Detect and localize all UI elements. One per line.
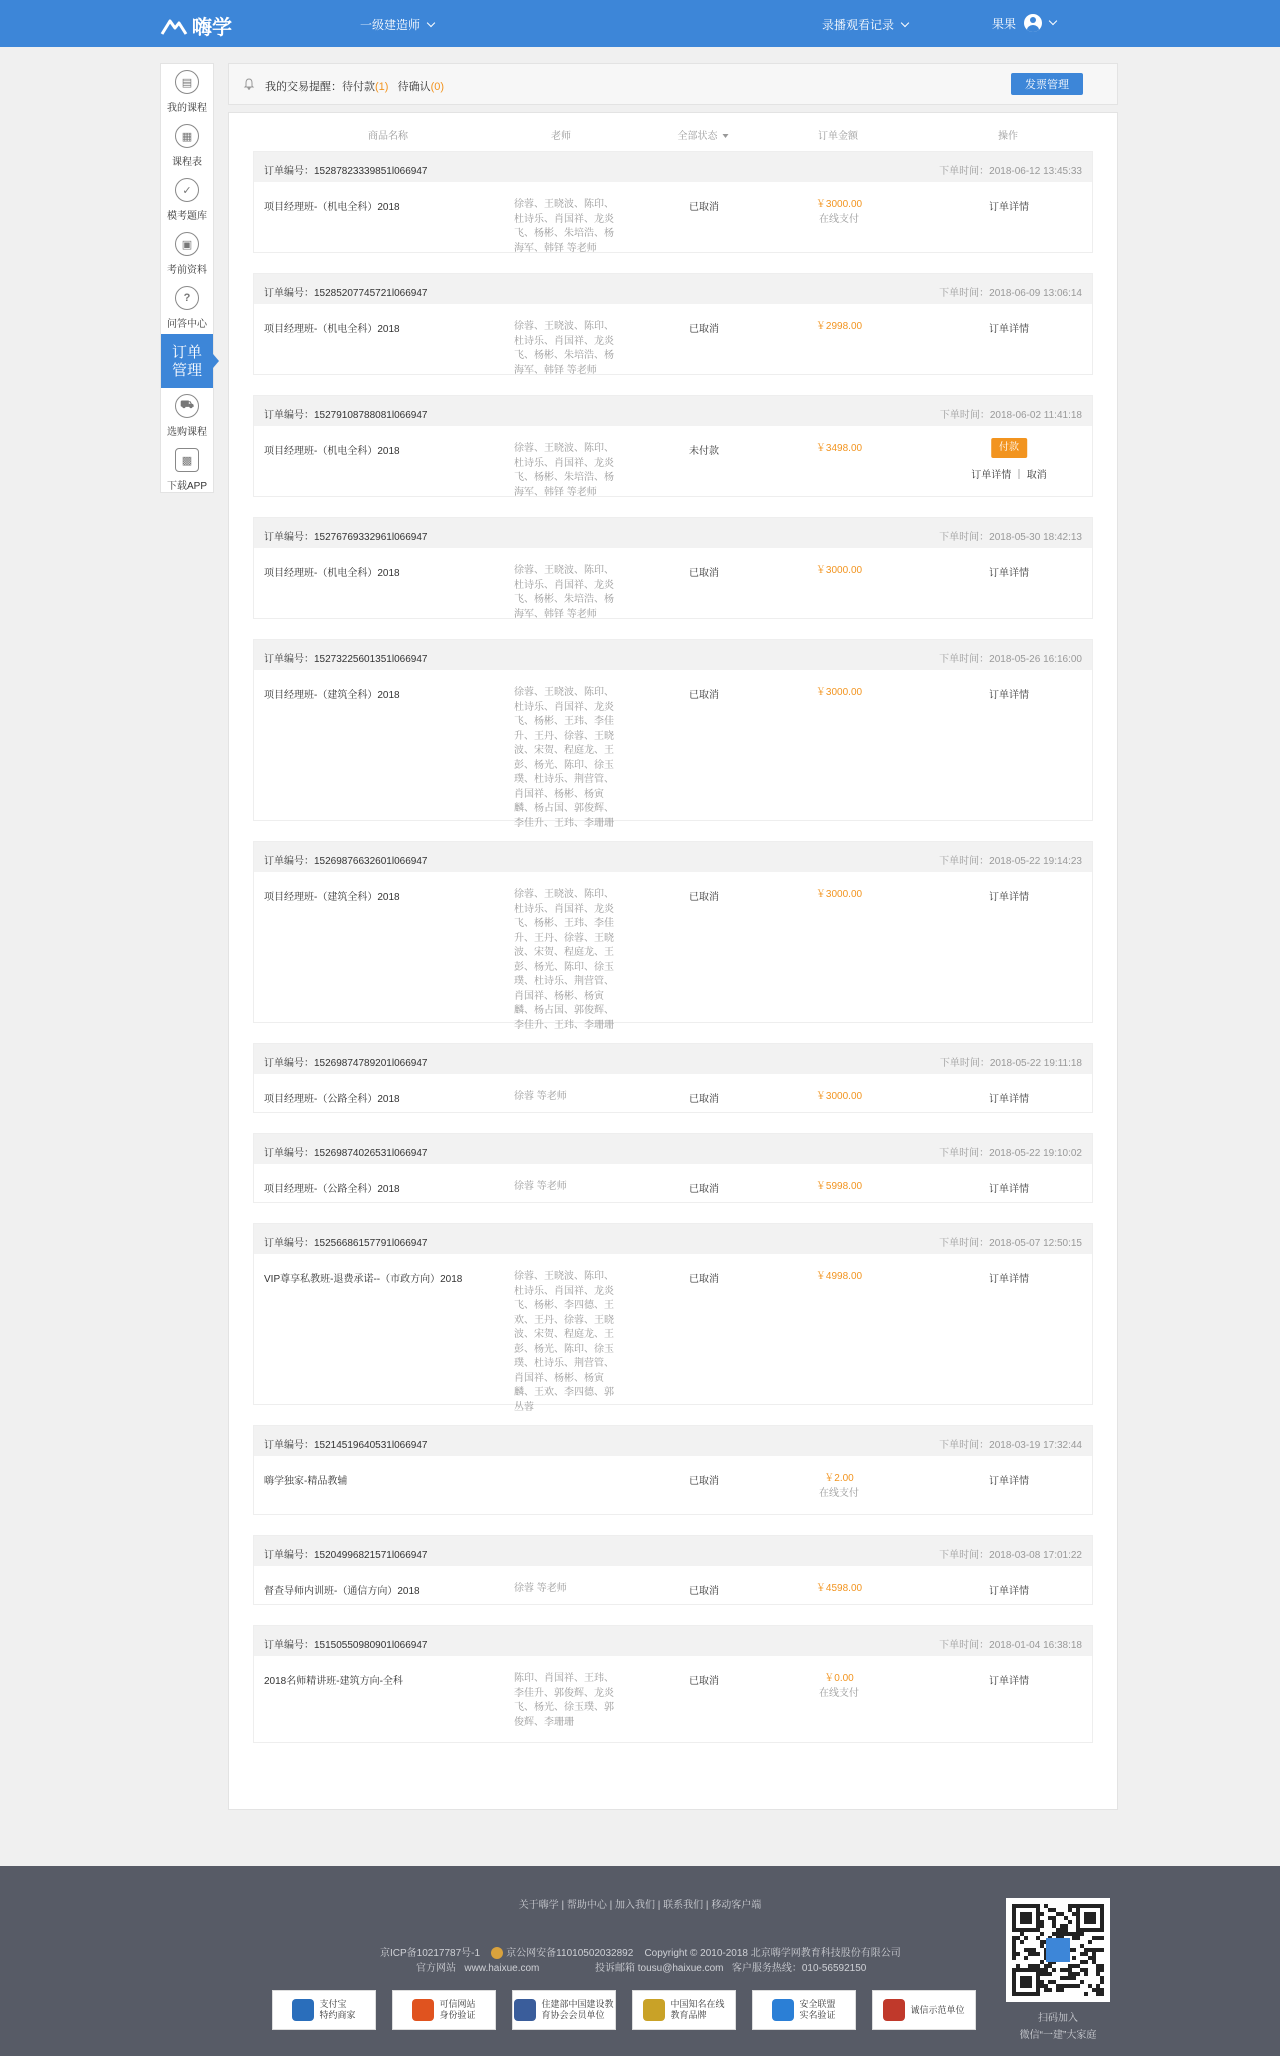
- sidebar-item-mock-exam[interactable]: [161, 172, 213, 226]
- notice-prefix: 我的交易提醒：待付款: [265, 81, 375, 93]
- order-actions: [989, 564, 1029, 579]
- user-name: 果果: [992, 16, 1017, 31]
- teacher-list: 徐蓉、王晓波、陈印、杜诗乐、肖国祥、龙炎飞、杨彬、王玮、李佳升、王丹、徐蓉、王晓波、宋贺、程庭龙、王彭、杨光、陈印、徐玉璞、杜诗乐、荆营管、肖国祥、杨彬、杨寅麟、杨占国、郭俊辉、李佳升、王玮、李珊珊: [514, 889, 614, 1031]
- badge-text: [439, 1999, 475, 2021]
- check-icon: ✓: [175, 178, 199, 202]
- footer-link[interactable]: 移动客户端: [711, 1900, 762, 1911]
- product-name[interactable]: 项目经理班-（机电全科）2018: [264, 202, 400, 213]
- orders-panel: [228, 112, 1118, 1810]
- order-body: [254, 1656, 1092, 1742]
- order-amount: ￥2.00: [824, 1473, 854, 1484]
- order-card: [253, 1133, 1093, 1203]
- badge-logo-icon: [883, 1999, 905, 2021]
- teacher-list: 陈印、肖国祥、王玮、李佳升、郭俊辉、龙炎飞、杨光、徐玉璞、郭俊辉、李珊珊: [514, 1673, 614, 1728]
- order-header: [254, 1626, 1092, 1656]
- badge-text: [910, 2005, 964, 2016]
- order-body: [254, 1566, 1092, 1604]
- column-header-amount: 订单金额: [818, 131, 858, 142]
- order-detail-link[interactable]: 订单详情: [989, 202, 1029, 213]
- order-actions: [989, 198, 1029, 213]
- order-amount-cell: [819, 1472, 859, 1501]
- order-detail-link[interactable]: 订单详情: [989, 324, 1029, 335]
- footer-link[interactable]: 关于嗨学: [518, 1900, 559, 1911]
- bell-icon: [243, 78, 255, 90]
- badge-line2: 实名验证: [799, 2010, 836, 2020]
- order-detail-link[interactable]: 订单详情: [989, 1476, 1029, 1487]
- complaint-email[interactable]: 投诉邮箱 tousu@haixue.com: [594, 1963, 724, 1974]
- order-status: 已取消: [689, 892, 719, 903]
- footer-contact: [416, 1959, 866, 1974]
- table-header: [253, 113, 1093, 151]
- product-name[interactable]: 项目经理班-（公路全科）2018: [264, 1184, 400, 1195]
- status-filter-dropdown[interactable]: [678, 127, 729, 142]
- qr-caption-sub: 微信“一建”大家庭: [1019, 2030, 1097, 2041]
- order-number: 订单编号：15150550980901l066947: [264, 1640, 428, 1651]
- badge-logo-icon: [643, 1999, 665, 2021]
- order-actions: [989, 888, 1029, 903]
- records-dropdown[interactable]: [822, 16, 908, 33]
- column-header-ops: 操作: [998, 131, 1018, 142]
- police-record[interactable]: 京公网安备11010502032892: [506, 1948, 634, 1959]
- sidebar-item-label: 订单管理: [171, 344, 202, 379]
- chevron-down-icon: [427, 18, 435, 26]
- badge-text: [799, 1999, 835, 2021]
- order-card: [253, 395, 1093, 497]
- order-header: [254, 274, 1092, 304]
- order-amount: ￥3000.00: [815, 1091, 863, 1102]
- sidebar-item-download-app[interactable]: [161, 442, 213, 496]
- icp-number[interactable]: 京ICP备10217787号-1: [380, 1948, 481, 1959]
- order-amount-cell: [816, 320, 862, 335]
- user-avatar-icon: [1024, 14, 1042, 32]
- badge-line1: 住建部中国建设教: [541, 1999, 614, 2009]
- sidebar-item-label: 考前资料: [167, 265, 207, 276]
- order-time: 下单时间：2018-03-08 17:01:22: [939, 1550, 1082, 1561]
- payment-method: 在线支付: [819, 1687, 859, 1699]
- footer-link[interactable]: 加入我们: [615, 1900, 655, 1911]
- teacher-list: 徐蓉 等老师: [514, 1583, 567, 1594]
- order-status: 已取消: [689, 1586, 719, 1597]
- column-header-product: 商品名称: [368, 131, 408, 142]
- order-body: [254, 1164, 1092, 1202]
- order-time: 下单时间：2018-05-30 18:42:13: [939, 532, 1082, 543]
- teacher-list: 徐蓉、王晓波、陈印、杜诗乐、肖国祥、龙炎飞、杨彬、朱培浩、杨海军、韩铎 等老师: [514, 321, 614, 376]
- sidebar-item-schedule[interactable]: [161, 118, 213, 172]
- order-card: [253, 1223, 1093, 1413]
- order-amount-cell: [819, 1672, 859, 1701]
- badge-line1: 支付宝: [319, 1999, 347, 2009]
- user-menu[interactable]: [992, 14, 1056, 32]
- order-body: [254, 1456, 1092, 1514]
- order-actions: [989, 1672, 1029, 1687]
- order-body: [254, 182, 1092, 252]
- sidebar-item-qa[interactable]: [161, 280, 213, 334]
- order-status: 已取消: [689, 1184, 719, 1195]
- footer-link[interactable]: 联系我们: [663, 1900, 704, 1911]
- order-amount-cell: [816, 198, 862, 227]
- order-amount-cell: [816, 1582, 862, 1597]
- trust-badge[interactable]: [512, 1990, 616, 2030]
- order-actions: [971, 442, 1047, 481]
- badge-line1: 安全联盟: [799, 1999, 836, 2009]
- top-navbar: [0, 0, 1280, 47]
- order-time: 下单时间：2018-06-02 11:41:18: [939, 410, 1082, 421]
- notice-confirm-label: 待确认: [397, 81, 431, 93]
- order-amount-cell: [816, 564, 862, 579]
- badge-text: [670, 1999, 724, 2021]
- link-separator: |: [558, 1900, 567, 1911]
- order-header: [254, 518, 1092, 548]
- document-icon: ▣: [175, 232, 199, 256]
- caret-down-icon: [723, 134, 729, 138]
- order-status: 已取消: [689, 1274, 719, 1285]
- order-amount-cell: [816, 1090, 862, 1105]
- product-name[interactable]: 项目经理班-（建筑全科）2018: [264, 690, 400, 701]
- order-number: 订单编号：15269874026531l066947: [264, 1148, 428, 1159]
- order-actions: [989, 320, 1029, 335]
- sidebar-item-label: 选购课程: [167, 427, 207, 438]
- order-status: 未付款: [689, 446, 719, 457]
- teacher-list: 徐蓉、王晓波、陈印、杜诗乐、肖国祥、龙炎飞、杨彬、朱培浩、杨海军、韩铎 等老师: [514, 443, 614, 498]
- badge-text: [319, 1999, 355, 2021]
- chevron-down-icon: [1049, 17, 1057, 25]
- order-amount: ￥0.00: [824, 1673, 854, 1684]
- product-name[interactable]: 项目经理班-（公路全科）2018: [264, 1094, 400, 1105]
- order-status: 已取消: [689, 1094, 719, 1105]
- order-amount-cell: [816, 1270, 862, 1285]
- order-number: 订单编号：15269874789201l066947: [264, 1058, 428, 1069]
- question-icon: ?: [175, 286, 199, 310]
- order-amount: ￥3000.00: [815, 199, 863, 210]
- order-amount-cell: [816, 442, 862, 457]
- sidebar-item-label: 我的课程: [167, 103, 207, 114]
- order-detail-link[interactable]: 订单详情: [989, 690, 1029, 701]
- order-actions: [989, 1472, 1029, 1487]
- order-detail-link[interactable]: 订单详情: [989, 1586, 1029, 1597]
- order-header: [254, 1044, 1092, 1074]
- order-body: [254, 1074, 1092, 1112]
- sidebar-item-label: 课程表: [172, 157, 202, 168]
- order-time: 下单时间：2018-06-09 13:06:14: [939, 288, 1082, 299]
- column-header-teacher: 老师: [551, 131, 571, 142]
- order-amount: ￥5998.00: [815, 1181, 863, 1192]
- trust-badge[interactable]: [272, 1990, 376, 2030]
- link-separator: |: [655, 1900, 664, 1911]
- order-number: 订单编号：15279108788081l066947: [264, 410, 428, 421]
- link-separator: |: [703, 1900, 712, 1911]
- sidebar-item-label: 模考题库: [167, 211, 207, 222]
- badge-line2: 教育品牌: [670, 2010, 707, 2020]
- product-name[interactable]: 督查导师内训班-（通信方向）2018: [264, 1586, 420, 1597]
- pay-button[interactable]: 付款: [991, 438, 1027, 458]
- pending-confirm-count[interactable]: (0): [430, 81, 445, 93]
- order-card: [253, 517, 1093, 619]
- badge-line2: 育协会会员单位: [541, 2010, 605, 2020]
- order-amount-cell: [816, 888, 862, 903]
- product-name[interactable]: VIP尊享私教班-退费承诺--（市政方向）2018: [264, 1274, 463, 1285]
- order-actions: [989, 1582, 1029, 1597]
- badge-logo-icon: [412, 1999, 434, 2021]
- badge-text: [541, 1999, 613, 2021]
- order-amount: ￥3000.00: [815, 687, 863, 698]
- badge-line1: 中国知名在线: [670, 1999, 725, 2009]
- category-dropdown[interactable]: [360, 16, 434, 33]
- notice-text: [265, 78, 444, 94]
- order-amount-cell: [816, 1180, 862, 1195]
- badge-line2: 身份验证: [439, 2010, 476, 2020]
- order-status: 已取消: [689, 324, 719, 335]
- order-header: [254, 1536, 1092, 1566]
- order-card: [253, 639, 1093, 829]
- order-detail-link[interactable]: 订单详情: [989, 892, 1029, 903]
- site-label: 官方网站: [416, 1963, 456, 1974]
- order-time: 下单时间：2018-05-22 19:11:18: [939, 1058, 1082, 1069]
- order-time: 下单时间：2018-05-22 19:10:02: [939, 1148, 1082, 1159]
- order-detail-link[interactable]: 订单详情: [989, 1094, 1029, 1105]
- qr-code-icon: [1012, 1904, 1104, 1996]
- order-detail-link[interactable]: 订单详情: [989, 1274, 1029, 1285]
- order-number: 订单编号：15287823339851l066947: [264, 166, 428, 177]
- order-card: [253, 1425, 1093, 1515]
- product-name[interactable]: 嗨学独家-精品教辅: [264, 1476, 348, 1487]
- order-time: 下单时间：2018-05-07 12:50:15: [939, 1238, 1082, 1249]
- order-status: 已取消: [689, 202, 719, 213]
- order-number: 订单编号：15285207745721l066947: [264, 288, 428, 299]
- order-number: 订单编号：15276769332961l066947: [264, 532, 428, 543]
- payment-method: 在线支付: [819, 213, 859, 225]
- badge-logo-icon: [772, 1999, 794, 2021]
- badge-logo-icon: [514, 1999, 536, 2021]
- order-status: 已取消: [689, 1476, 719, 1487]
- order-detail-link[interactable]: 订单详情: [989, 568, 1029, 579]
- teacher-list: 徐蓉、王晓波、陈印、杜诗乐、肖国祥、龙炎飞、杨彬、王玮、李佳升、王丹、徐蓉、王晓波、宋贺、程庭龙、王彭、杨光、陈印、徐玉璞、杜诗乐、荆营管、肖国祥、杨彬、杨寅麟、杨占国、郭俊辉、李佳升、王玮、李珊珊: [514, 687, 614, 829]
- pending-pay-count[interactable]: (1): [375, 81, 389, 93]
- product-name[interactable]: 项目经理班-（机电全科）2018: [264, 568, 400, 579]
- order-amount: ￥2998.00: [815, 321, 863, 332]
- teacher-list: 徐蓉、王晓波、陈印、杜诗乐、肖国祥、龙炎飞、杨彬、朱培浩、杨海军、韩铎 等老师: [514, 565, 614, 620]
- footer-link[interactable]: 帮助中心: [566, 1900, 607, 1911]
- teacher-list: 徐蓉 等老师: [514, 1091, 567, 1102]
- sidebar-item-orders[interactable]: [161, 334, 213, 388]
- book-icon: ▤: [175, 70, 199, 94]
- hotline: 客户服务热线：010-56592150: [731, 1963, 867, 1974]
- order-header: [254, 396, 1092, 426]
- police-badge-icon: [491, 1947, 503, 1959]
- trust-badge[interactable]: [872, 1990, 976, 2030]
- badge-line1: 诚信示范单位: [910, 2004, 965, 2015]
- product-name[interactable]: 2018名师精讲班-建筑方向-全科: [264, 1676, 403, 1687]
- order-number: 订单编号：15273225601351l066947: [264, 654, 428, 665]
- teacher-list: 徐蓉 等老师: [514, 1181, 567, 1192]
- teacher-list: 徐蓉、王晓波、陈印、杜诗乐、肖国祥、龙炎飞、杨彬、李四德、王欢、王丹、徐蓉、王晓波、宋贺、程庭龙、王彭、杨光、陈印、徐玉璞、杜诗乐、荆营管、肖国祥、杨彬、杨寅麟、王欢、李四德、郭丛蓉: [514, 1271, 614, 1413]
- cart-icon: ⛟: [175, 394, 199, 418]
- badge-line1: 可信网站: [439, 1999, 476, 2009]
- footer: [0, 1866, 1280, 2056]
- order-header: [254, 1426, 1092, 1456]
- trust-badges: [272, 1990, 976, 2030]
- link-separator: |: [606, 1900, 615, 1911]
- trust-badge[interactable]: [752, 1990, 856, 2030]
- order-header: [254, 1224, 1092, 1254]
- order-header: [254, 640, 1092, 670]
- order-time: 下单时间：2018-03-19 17:32:44: [939, 1440, 1082, 1451]
- trust-badge[interactable]: [392, 1990, 496, 2030]
- logo-icon: [160, 15, 188, 37]
- order-amount: ￥4598.00: [815, 1583, 863, 1594]
- order-amount: ￥3498.00: [815, 443, 863, 454]
- sidebar-item-label: 问答中心: [167, 319, 207, 330]
- sidebar-item-label: 下载APP: [166, 481, 207, 492]
- product-name[interactable]: 项目经理班-（机电全科）2018: [264, 446, 400, 457]
- order-actions: [989, 686, 1029, 701]
- order-card: [253, 1625, 1093, 1743]
- wechat-qr-code: [1006, 1898, 1110, 2002]
- order-card: [253, 1043, 1093, 1113]
- order-detail-link[interactable]: 订单详情: [989, 1676, 1029, 1687]
- calendar-icon: ▦: [175, 124, 199, 148]
- sidebar-item-buy-courses[interactable]: [161, 388, 213, 442]
- order-body: [254, 1254, 1092, 1413]
- order-body: [254, 304, 1092, 374]
- footer-legal: [380, 1944, 901, 1959]
- column-header-status: 全部状态: [677, 131, 718, 142]
- product-name[interactable]: 项目经理班-（机电全科）2018: [264, 324, 400, 335]
- order-status: 已取消: [689, 568, 719, 579]
- order-actions: [989, 1090, 1029, 1105]
- logo[interactable]: [160, 11, 232, 40]
- order-status: 已取消: [689, 690, 719, 701]
- order-card: [253, 273, 1093, 375]
- order-amount: ￥3000.00: [815, 565, 863, 576]
- order-body: [254, 426, 1092, 496]
- order-time: 下单时间：2018-06-12 13:45:33: [939, 166, 1082, 177]
- logo-text: 嗨学: [192, 17, 232, 39]
- chevron-down-icon: [901, 18, 909, 26]
- qr-icon: ▩: [175, 448, 199, 472]
- order-actions: [989, 1270, 1029, 1285]
- badge-line2: 特约商家: [319, 2010, 356, 2020]
- order-body: [254, 670, 1092, 829]
- category-label: 一级建造师: [360, 18, 421, 32]
- copyright: Copyright © 2010-2018 北京嗨学网教育科技股份有限公司: [644, 1948, 901, 1959]
- order-body: [254, 872, 1092, 1031]
- payment-method: 在线支付: [819, 1487, 859, 1499]
- order-number: 订单编号：15204996821571l066947: [264, 1550, 428, 1561]
- order-amount: ￥3000.00: [815, 889, 863, 900]
- order-header: [254, 152, 1092, 182]
- teacher-list: 徐蓉、王晓波、陈印、杜诗乐、肖国祥、龙炎飞、杨彬、朱培浩、杨海军、韩铎 等老师: [514, 199, 614, 254]
- qr-caption: 扫码加入: [1038, 2013, 1078, 2024]
- order-card: [253, 151, 1093, 253]
- order-header: [254, 842, 1092, 872]
- order-header: [254, 1134, 1092, 1164]
- badge-logo-icon: [292, 1999, 314, 2021]
- trust-badge[interactable]: [632, 1990, 736, 2030]
- order-actions: [989, 1180, 1029, 1195]
- order-number: 订单编号：15256686157791l066947: [264, 1238, 428, 1249]
- order-number: 订单编号：15269876632601l066947: [264, 856, 428, 867]
- sidebar-item-materials[interactable]: [161, 226, 213, 280]
- order-detail-link[interactable]: 订单详情: [989, 1184, 1029, 1195]
- order-number: 订单编号：15214519640531l066947: [264, 1440, 428, 1451]
- transaction-notice-bar: [228, 63, 1118, 105]
- invoice-management-button[interactable]: 发票管理: [1011, 73, 1083, 95]
- order-card: [253, 1535, 1093, 1605]
- sidebar: [160, 63, 214, 493]
- order-amount-cell: [816, 686, 862, 701]
- order-amount: ￥4998.00: [815, 1271, 863, 1282]
- order-detail-link[interactable]: 订单详情 ｜ 取消: [971, 470, 1047, 481]
- records-label: 录播观看记录: [822, 18, 895, 32]
- product-name[interactable]: 项目经理班-（建筑全科）2018: [264, 892, 400, 903]
- order-card: [253, 841, 1093, 1031]
- order-time: 下单时间：2018-05-22 19:14:23: [939, 856, 1082, 867]
- order-status: 已取消: [689, 1676, 719, 1687]
- order-body: [254, 548, 1092, 618]
- site-link[interactable]: www.haixue.com: [464, 1963, 540, 1974]
- sidebar-item-my-courses[interactable]: [161, 64, 213, 118]
- order-time: 下单时间：2018-05-26 16:16:00: [939, 654, 1082, 665]
- order-time: 下单时间：2018-01-04 16:38:18: [939, 1640, 1082, 1651]
